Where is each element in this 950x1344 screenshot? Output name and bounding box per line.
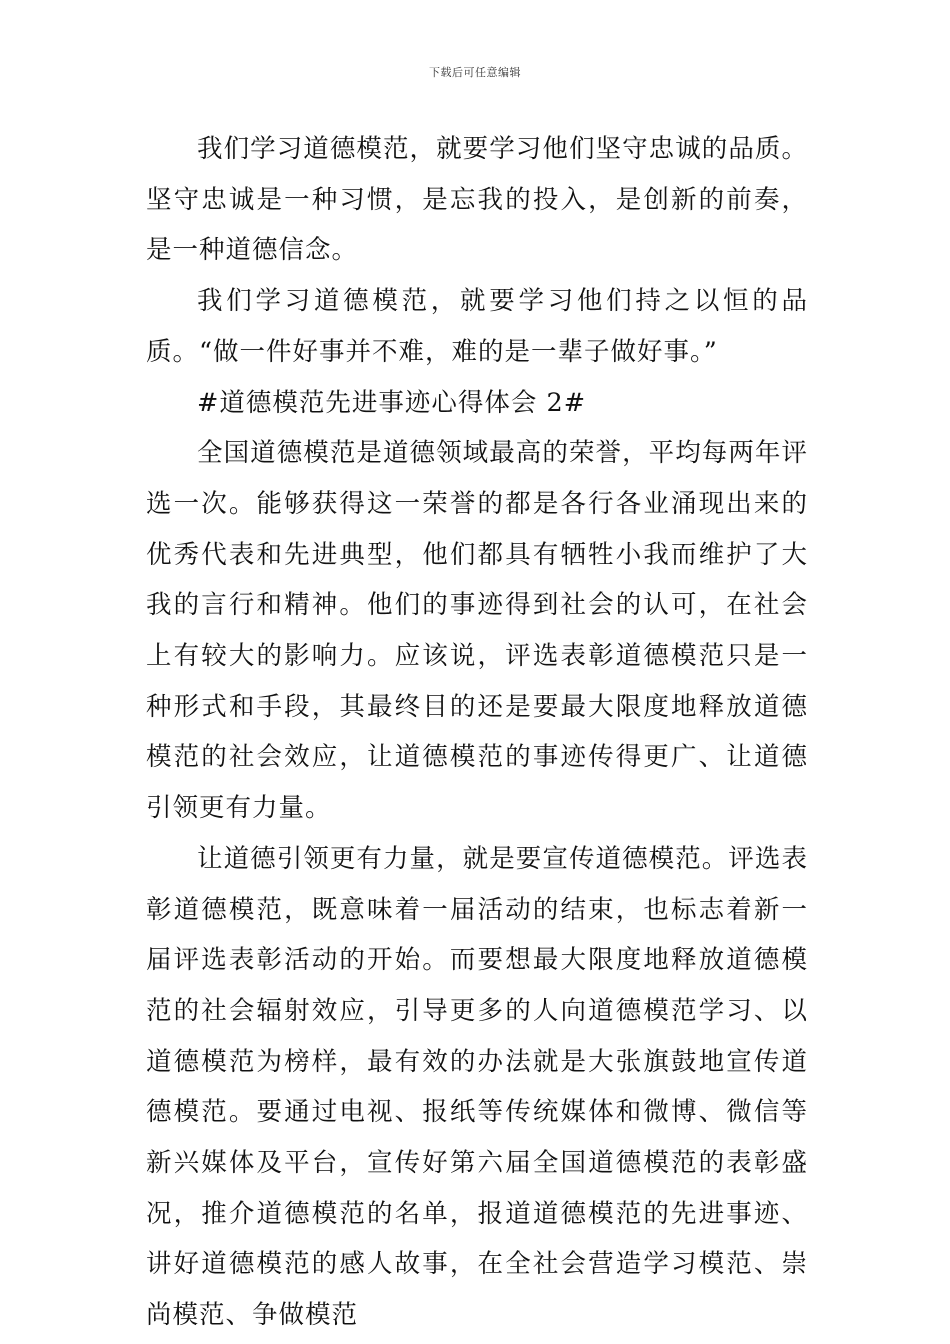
section-heading: #道德模范先进事迹心得体会 2# bbox=[197, 387, 587, 418]
document-body bbox=[146, 124, 808, 1341]
paragraph-promotion: 让道德引领更有力量，就是要宣传道德模范。评选表彰道德模范，既意味着一届活动的结束，也标志着新一届评选表彰活动的开始。而要想最大限度地释放道德模范的社会辐射效应，引导更多的人向道德模范学习、以道德模范为榜样，最有效的办法就是大张旗鼓地宣传道德模范。要通过电视、报纸等传统媒体和微博、微信等新兴媒体及平台，宣传好第六届全国道德模范的表彰盛况，推介道德模范的名单，报道道德模范的先进事迹、讲好道德模范的感人故事，在全社会营造学习模范、崇尚模范、争做模范 bbox=[146, 843, 808, 1331]
paragraph-perseverance: 我们学习道德模范，就要学习他们持之以恒的品质。“做一件好事并不难，难的是一辈子做好事。” bbox=[146, 286, 808, 367]
page-header-caption: 下载后可任意编辑 bbox=[429, 66, 521, 79]
paragraph-loyalty: 我们学习道德模范，就要学习他们坚守忠诚的品质。坚守忠诚是一种习惯，是忘我的投入，是创新的前奏，是一种道德信念。 bbox=[146, 134, 808, 266]
paragraph-honor: 全国道德模范是道德领域最高的荣誉，平均每两年评选一次。能够获得这一荣誉的都是各行各业涌现出来的优秀代表和先进典型，他们都具有牺牲小我而维护了大我的言行和精神。他们的事迹得到社会的认可，在社会上有较大的影响力。应该说，评选表彰道德模范只是一种形式和手段，其最终目的还是要最大限度地释放道德模范的社会效应，让道德模范的事迹传得更广、让道德引领更有力量。 bbox=[146, 438, 808, 824]
